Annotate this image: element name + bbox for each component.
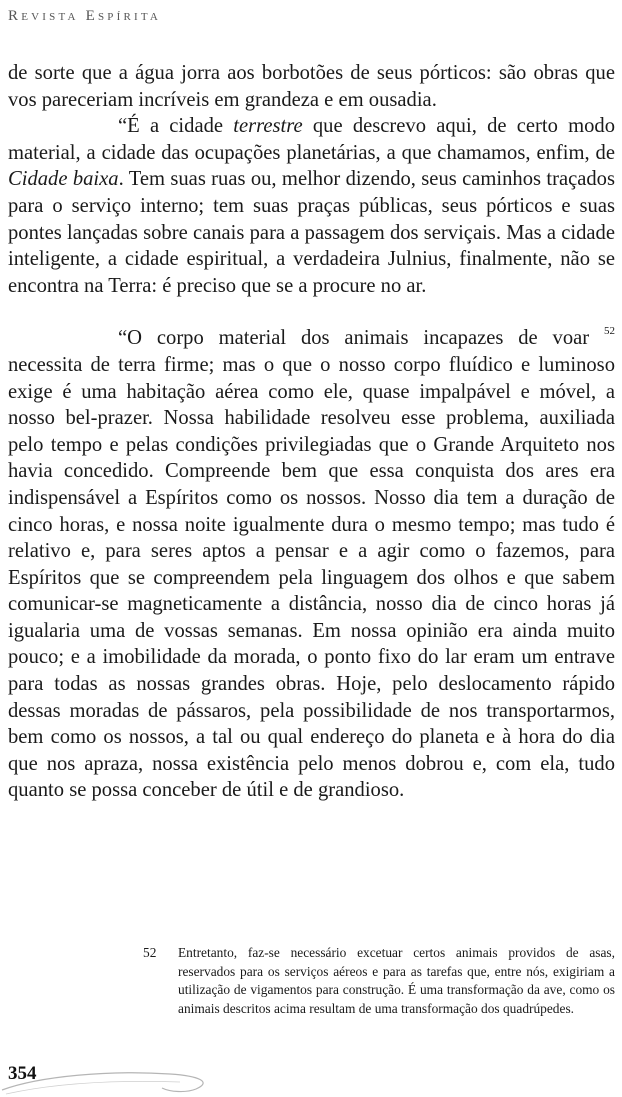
paragraph-1: de sorte que a água jorra aos borbotões de seus pórticos: são obras que vos pareceriam incríveis em grandeza e em ousadia.: [8, 62, 615, 111]
footnote-text: Entretanto, faz-se necessário excetuar certos animais providos de asas, reservados para os serviços aéreos e para as tarefas que, entre nós, exigiriam a utilização de vigamentos para construção. É uma transformação da ave, como os animais descritos acima resultam de uma transformação dos quadrúpedes.: [178, 945, 615, 1016]
paragraph-2-text-a: “É a cidade: [118, 115, 234, 138]
body-text: [8, 60, 615, 804]
running-head: Revista Espírita: [8, 8, 162, 24]
paragraph-2-text-b: que descrevo aqui, de certo modo material, a cidade das ocupações planetárias, a que chamamos, enfim, de: [8, 115, 616, 164]
footnote: [143, 944, 615, 1018]
emphasis-terrestre: terrestre: [233, 115, 303, 138]
paragraph-2: [8, 113, 615, 299]
page-number: 354: [8, 1063, 37, 1084]
paragraph-3-text-b: necessita de terra firme; mas o que o nosso corpo fluídico e luminoso exige é uma habitação aérea como ele, quase impalpável e móvel, a nosso bel-prazer. Nossa habilidade resolveu esse problema, auxiliada pelo tempo e pelas condições privilegiadas que o Grande Arquiteto nos havia concedido. Compreende bem que essa conquista dos ares era indispensável a Espíritos como os nossos. Nosso dia tem a duração de cinco horas, e nossa noite igualmente dura o mesmo tempo; mas tudo é relativo e, para seres aptos a pensar e a agir como o fazemos, para Espíritos que se compreendem pela linguagem dos olhos e que sabem comunicar-se magneticamente a distância, nosso dia de cinco horas já igualaria uma de vossas semanas. Em nossa opinião era ainda muito pouco; e a imobilidade da morada, o ponto fixo do lar eram um entrave para todas as nossas grandes obras. Hoje, pelo deslocamento rápido dessas moradas de pássaros, pela possibilidade de nos transportarmos, bem como os nossos, a tal ou qual endereço do planeta e à hora do dia que nos apraza, nossa existência pelo menos dobrou e, com ela, tudo quanto se possa conceber de útil e de grandioso.: [8, 353, 615, 802]
emphasis-cidade-baixa: Cidade baixa: [8, 168, 119, 191]
paragraph-3: [8, 325, 615, 804]
footnote-number: 52: [143, 945, 157, 960]
paragraph-2-text-c: . Tem suas ruas ou, melhor dizendo, seus caminhos traçados para o serviço interno; tem suas praças públicas, seus pórticos e suas pontes lançadas sobre canais para a passagem dos serviçais. Mas a cidade inteligente, a cidade espiritual, a verdadeira Julnius, finalmente, não se encontra na Terra: é preciso que se a procure no ar.: [8, 168, 615, 297]
footnote-reference: 52: [604, 325, 615, 338]
paragraph-3-text-a: “O corpo material dos animais incapazes de voar: [118, 327, 604, 350]
